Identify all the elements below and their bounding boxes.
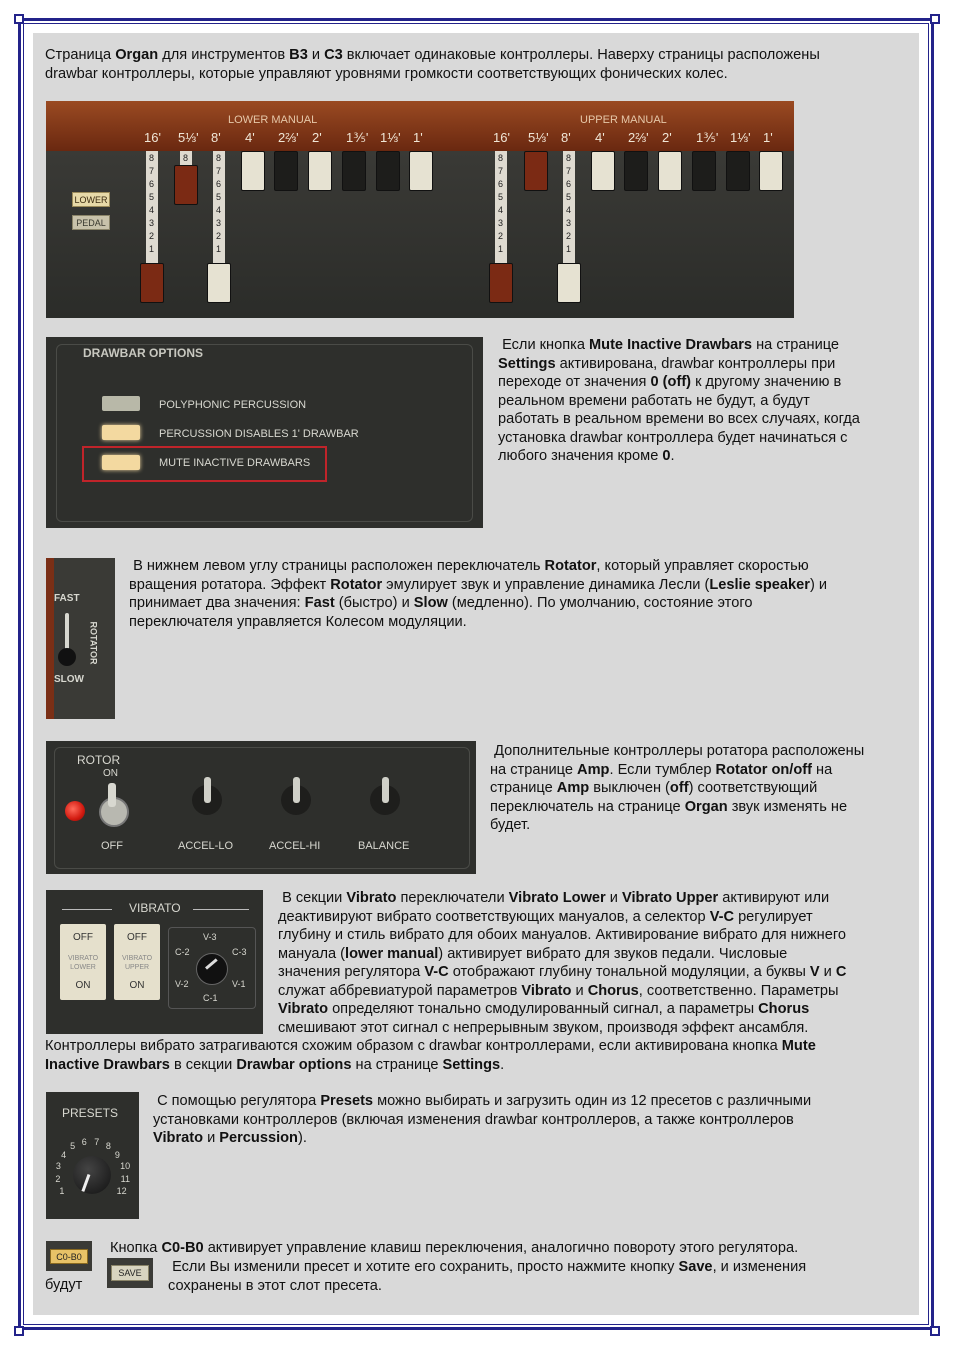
corner-ornament — [14, 1326, 24, 1336]
upper-manual-title: UPPER MANUAL — [580, 114, 667, 126]
vibrato-upper-off: OFF — [127, 932, 147, 943]
upper-drawbar-handle[interactable] — [624, 151, 648, 191]
mute-paragraph: Если кнопка Mute Inactive Drawbars на странице Settings активирована, drawbar контроллеры при переходе от значения 0 (off) к другому значению в реальном времени работать не будут, а будут работать в реальном времени во всех случаях, когда установка drawbar контроллера будет начинаться с любого значения кроме 0. — [498, 337, 860, 464]
lower-drawbar-scale-number: 7 — [149, 166, 155, 176]
lower-drawbar-handle[interactable] — [409, 151, 433, 191]
preset-number: 4 — [61, 1149, 67, 1160]
mute-inactive-drawbars-toggle[interactable] — [102, 455, 140, 470]
corner-ornament — [930, 14, 940, 24]
lower-drawbar-handle[interactable] — [342, 151, 366, 191]
slow-label: SLOW — [54, 674, 84, 685]
accel-hi-label: ACCEL-HI — [269, 840, 321, 852]
upper-drawbar-scale-number: 6 — [566, 179, 572, 189]
upper-footage-label: 8' — [561, 130, 571, 145]
accel-lo-label: ACCEL-LO — [178, 840, 234, 852]
upper-drawbar-handle[interactable] — [692, 151, 716, 191]
lower-drawbar-scale-number: 4 — [149, 205, 155, 215]
presets-knob[interactable] — [73, 1156, 111, 1194]
lower-drawbar-handle[interactable] — [140, 263, 164, 303]
save-button-frame — [107, 1258, 153, 1288]
upper-drawbar-scale-number: 7 — [566, 166, 572, 176]
lower-footage-label: 16' — [144, 130, 161, 145]
vc-v2: V-2 — [175, 979, 189, 989]
lower-drawbar-scale-number: 1 — [216, 244, 222, 254]
lower-footage-label: 1⅗' — [346, 130, 369, 145]
presets-title: PRESETS — [62, 1106, 119, 1120]
vc-c1: C-1 — [203, 993, 218, 1003]
lower-drawbar-scale-number: 2 — [149, 231, 155, 241]
upper-drawbar-scale-number: 3 — [566, 218, 572, 228]
rotor-on-label: ON — [103, 768, 118, 779]
lower-drawbar-scale-number: 6 — [216, 179, 222, 189]
upper-drawbar-handle[interactable] — [591, 151, 615, 191]
lower-drawbar-handle[interactable] — [274, 151, 298, 191]
presets-knob-pointer — [81, 1174, 90, 1192]
upper-footage-label: 1⅗' — [696, 130, 719, 145]
vibrato-paragraph-cont: Контроллеры вибрато затрагиваются схожим образом с drawbar контроллерами, если активирована кнопка Mute Inactive Drawbars в секции Drawbar options на странице Settings. — [45, 1038, 816, 1073]
vibrato-lower-switch[interactable] — [60, 924, 106, 1000]
upper-drawbar-scale-number: 3 — [498, 218, 504, 228]
vibrato-upper-on: ON — [129, 980, 145, 991]
lower-drawbar-scale-number: 2 — [216, 231, 222, 241]
lower-drawbar-scale-number: 6 — [149, 179, 155, 189]
vc-c3: C-3 — [232, 947, 247, 957]
accel-hi-knob-pointer — [293, 777, 300, 803]
upper-drawbar-scale-number: 1 — [498, 244, 504, 254]
lower-manual-title: LOWER MANUAL — [228, 114, 318, 126]
rotator-label: ROTATOR — [88, 621, 99, 665]
upper-drawbar-scale-number: 2 — [498, 231, 504, 241]
preset-number: 9 — [114, 1149, 120, 1160]
upper-footage-label: 1' — [763, 130, 773, 145]
vc-knob-pointer — [205, 958, 218, 969]
rotator-paragraph: В нижнем левом углу страницы расположен переключатель Rotator, который управляет скоростью вращения ротатора. Эффект Rotator эмулирует звук и управление динамика Лесли (Leslie speaker) и принимает два значения: Fast (быстро) и Slow (медленно). По умолчанию, состояние этого переключателя управляется Колесом модуляции. — [129, 558, 828, 630]
corner-ornament — [930, 1326, 940, 1336]
preset-number: 10 — [120, 1161, 131, 1172]
preset-number: 7 — [94, 1136, 100, 1147]
upper-drawbar-handle[interactable] — [489, 263, 513, 303]
mute-inactive-drawbars-label: MUTE INACTIVE DRAWBARS — [159, 457, 311, 469]
preset-number: 8 — [105, 1141, 111, 1152]
presets-panel — [46, 1092, 139, 1219]
upper-footage-label: 5⅓' — [528, 130, 549, 145]
lower-drawbar-handle[interactable] — [241, 151, 265, 191]
lower-drawbar-handle[interactable] — [207, 263, 231, 303]
vc-c2: C-2 — [175, 947, 190, 957]
lower-drawbar-scale-number: 3 — [149, 218, 155, 228]
lower-button[interactable]: LOWER — [72, 192, 110, 207]
upper-drawbar-scale-number: 5 — [566, 192, 572, 202]
vibrato-panel — [46, 890, 263, 1034]
upper-drawbar-scale-number: 5 — [498, 192, 504, 202]
fast-label: FAST — [54, 593, 80, 604]
lower-footage-label: 1⅓' — [380, 130, 401, 145]
accel-lo-knob-pointer — [204, 777, 211, 803]
lower-footage-label: 2⅔' — [278, 130, 299, 145]
rotor-led-indicator — [65, 801, 85, 821]
upper-drawbar-scale-number: 6 — [498, 179, 504, 189]
upper-drawbar-scale-number: 8 — [498, 153, 504, 163]
lower-drawbar-handle[interactable] — [308, 151, 332, 191]
percussion-disables-toggle[interactable] — [102, 425, 140, 440]
lower-drawbar-handle[interactable] — [376, 151, 400, 191]
lower-drawbar-scale-number: 5 — [149, 192, 155, 202]
corner-ornament — [14, 14, 24, 24]
save-paragraph: Если Вы изменили пресет и хотите его сохранить, просто нажмите кнопку Save, и изменения сохранены в этот слот пресета. — [168, 1259, 807, 1294]
vibrato-upper-label: VIBRATO UPPER — [121, 955, 153, 971]
vc-v3: V-3 — [203, 932, 217, 942]
preset-number: 5 — [70, 1141, 76, 1152]
upper-drawbar-scale-number: 1 — [566, 244, 572, 254]
vibrato-title: VIBRATO — [129, 901, 181, 915]
balance-label: BALANCE — [358, 840, 410, 852]
polyphonic-percussion-label: POLYPHONIC PERCUSSION — [159, 399, 307, 411]
balance-knob-pointer — [382, 777, 389, 803]
upper-footage-label: 16' — [493, 130, 510, 145]
vibrato-lower-on: ON — [75, 980, 91, 991]
lower-footage-label: 1' — [413, 130, 423, 145]
rotor-title: ROTOR — [77, 753, 121, 767]
vibrato-paragraph: В секции Vibrato переключатели Vibrato Lower и Vibrato Upper активируют или деактивируют вибрато соответствующих мануалов, а селектор V-C регулирует глубину и стиль вибрато для обоих мануалов. Активирование вибрато для нижнего мануала (lower manual) активирует вибрато для звуков педали. Числовые значения регулятора V-C отображают глубину тональной модуляции, а буквы V и C служат аббревиатурой параметров Vibrato и Chorus, соответственно. Параметры Vibrato определяют тонально смодулированный сигнал, а параметры Chorus смешивают этот сигнал с непрерывным звуком, производя эффект ансамбля. — [278, 890, 847, 1036]
lower-footage-label: 4' — [245, 130, 255, 145]
lower-drawbar-scale-number: 4 — [216, 205, 222, 215]
rotator-lever-knob[interactable] — [58, 648, 76, 666]
upper-footage-label: 2⅔' — [628, 130, 649, 145]
upper-drawbar-scale-number: 4 — [566, 205, 572, 215]
upper-footage-label: 1⅓' — [730, 130, 751, 145]
intro-paragraph: Страница Organ для инструментов B3 и C3 включает одинаковые контроллеры. Наверху страницы расположены drawbar контроллеры, которые управляют уровнями громкости соответствующих фонических колес. — [45, 47, 820, 82]
upper-drawbar-scale-number: 7 — [498, 166, 504, 176]
vc-v1: V-1 — [232, 979, 246, 989]
save-button[interactable]: SAVE — [111, 1265, 149, 1281]
upper-drawbar-scale-number: 2 — [566, 231, 572, 241]
cobo-button-frame — [46, 1241, 92, 1271]
drawbar-options-title: DRAWBAR OPTIONS — [83, 346, 203, 360]
lower-drawbar-scale-number: 8 — [183, 153, 189, 163]
lower-footage-label: 8' — [211, 130, 221, 145]
presets-paragraph: С помощью регулятора Presets можно выбирать и загрузить один из 12 пресетов с различными установками контроллеров (включая изменения drawbar контроллеров, а также контроллеров Vibrato и Percussion). — [153, 1093, 812, 1146]
vibrato-lower-off: OFF — [73, 932, 93, 943]
vibrato-lower-label: VIBRATO LOWER — [67, 955, 99, 971]
upper-drawbar-handle[interactable] — [557, 263, 581, 303]
percussion-disables-label: PERCUSSION DISABLES 1' DRAWBAR — [159, 428, 359, 440]
lower-drawbar-scale-number: 8 — [216, 153, 222, 163]
budut-word: будут — [45, 1277, 83, 1293]
vibrato-rule-left — [62, 909, 112, 910]
preset-number: 2 — [55, 1173, 61, 1184]
upper-drawbar-handle[interactable] — [658, 151, 682, 191]
cobo-button[interactable]: C0-B0 — [50, 1249, 88, 1264]
rotor-panel — [46, 741, 476, 874]
lower-drawbar-handle[interactable] — [174, 165, 198, 205]
upper-drawbar-scale-number: 8 — [566, 153, 572, 163]
lower-drawbar-scale-number: 3 — [216, 218, 222, 228]
vc-selector-knob[interactable] — [196, 953, 228, 985]
cobo-paragraph: Кнопка C0-B0 активирует управление клавиш переключения, аналогично повороту этого регулятора. — [110, 1240, 799, 1256]
lower-drawbar-scale-number: 5 — [216, 192, 222, 202]
upper-drawbar-handle[interactable] — [524, 151, 548, 191]
rotator-switch-panel — [46, 558, 115, 719]
upper-drawbar-handle[interactable] — [726, 151, 750, 191]
drawbars-panel — [46, 101, 794, 318]
lower-footage-label: 2' — [312, 130, 322, 145]
rotor-paragraph: Дополнительные контроллеры ротатора расположены на странице Amp. Если тумблер Rotator on/off на странице Amp выключен (off) соответствующий переключатель на странице Organ звук изменять не будет. — [490, 743, 865, 833]
preset-number: 12 — [116, 1185, 127, 1196]
rotator-lever[interactable] — [65, 613, 69, 653]
polyphonic-percussion-toggle[interactable] — [102, 396, 140, 411]
preset-number: 11 — [120, 1173, 130, 1184]
lower-footage-label: 5⅓' — [178, 130, 199, 145]
lower-drawbar-scale-number: 7 — [216, 166, 222, 176]
pedal-button[interactable]: PEDAL — [72, 215, 110, 230]
preset-number: 6 — [81, 1136, 87, 1147]
lower-drawbar-scale-number: 1 — [149, 244, 155, 254]
upper-drawbar-scale-number: 4 — [498, 205, 504, 215]
lower-drawbar-scale-number: 8 — [149, 153, 155, 163]
preset-number: 1 — [59, 1185, 65, 1196]
drawbar-options-panel — [46, 337, 483, 528]
rotor-off-label: OFF — [101, 840, 123, 852]
vibrato-upper-switch[interactable] — [114, 924, 160, 1000]
vibrato-rule-right — [193, 909, 249, 910]
rotor-toggle-lever[interactable] — [108, 783, 116, 807]
upper-footage-label: 4' — [595, 130, 605, 145]
upper-drawbar-handle[interactable] — [759, 151, 783, 191]
upper-footage-label: 2' — [662, 130, 672, 145]
preset-number: 3 — [55, 1161, 61, 1172]
